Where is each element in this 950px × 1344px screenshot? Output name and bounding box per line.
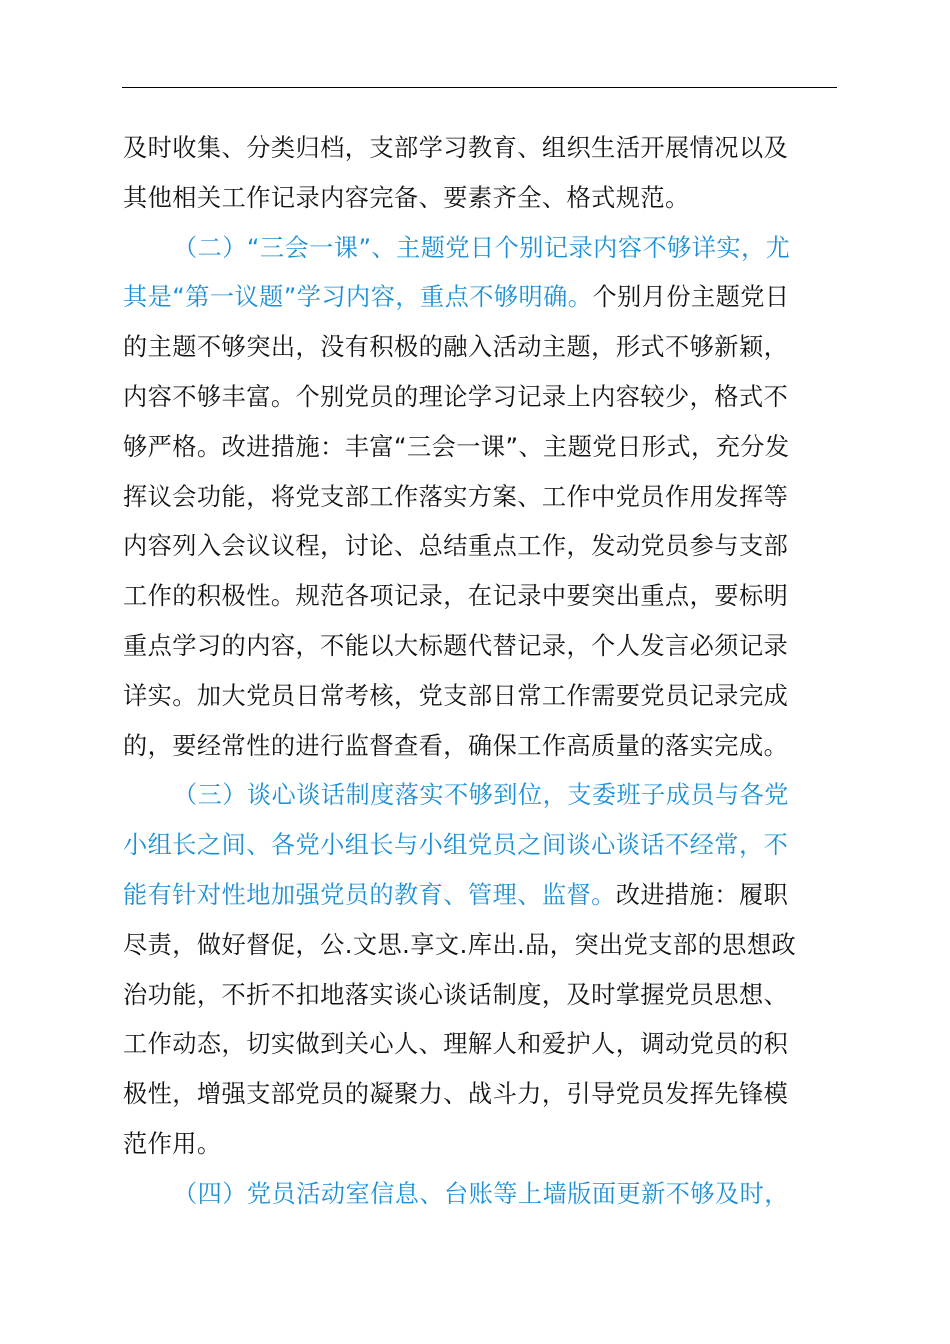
text-line xyxy=(123,871,839,921)
heading-text: 其是“第一议题”学习内容，重点不够明确。 xyxy=(123,283,593,312)
paragraph-text: 内容不够丰富。个别党员的理论学习记录上内容较少，格式不 xyxy=(123,382,789,411)
paragraph-text: 的主题不够突出，没有积极的融入活动主题，形式不够新颖， xyxy=(123,333,789,362)
text-line xyxy=(123,473,839,523)
paragraph-text: 其他相关工作记录内容完备、要素齐全、格式规范。 xyxy=(123,183,690,212)
text-line xyxy=(123,971,839,1021)
paragraph-text: 改进措施：履职 xyxy=(615,880,789,909)
paragraph-text: 极性，增强支部党员的凝聚力、战斗力，引导党员发挥先锋模 xyxy=(123,1080,789,1109)
paragraph-text: 工作动态，切实做到关心人、理解人和爱护人，调动党员的积 xyxy=(123,1030,789,1059)
paragraph-text: 尽责，做好督促，公.文思.享文.库出.品，突出党支部的思想政 xyxy=(123,930,797,959)
paragraph-text: 内容列入会议议程，讨论、总结重点工作，发动党员参与支部 xyxy=(123,532,789,561)
heading-text: （二）“三会一课”、主题党日个别记录内容不够详实，尤 xyxy=(173,233,791,262)
paragraph-text: 的，要经常性的进行监督查看，确保工作高质量的落实完成。 xyxy=(123,731,789,760)
text-line xyxy=(123,174,839,224)
text-line xyxy=(123,522,839,572)
text-line xyxy=(123,1070,839,1120)
paragraph-text: 及时收集、分类归档，支部学习教育、组织生活开展情况以及 xyxy=(123,134,789,162)
paragraph-text: 够严格。改进措施：丰富“三会一课”、主题党日形式，充分发 xyxy=(123,432,790,461)
text-line xyxy=(123,1020,839,1070)
paragraph-text: 范作用。 xyxy=(123,1129,222,1158)
text-line xyxy=(123,572,839,622)
text-line xyxy=(123,672,839,722)
paragraph-text: 个别月份主题党日 xyxy=(592,283,790,312)
text-line xyxy=(123,124,839,174)
text-line xyxy=(123,273,839,323)
header-rule xyxy=(122,87,837,88)
paragraph-text: 重点学习的内容，不能以大标题代替记录，个人发言必须记录 xyxy=(123,631,789,660)
text-line xyxy=(123,771,839,821)
text-line xyxy=(123,821,839,871)
text-line xyxy=(123,373,839,423)
text-line xyxy=(123,224,839,274)
heading-text: （四）党员活动室信息、台账等上墙版面更新不够及时， xyxy=(173,1179,789,1208)
text-line xyxy=(123,622,839,672)
text-line xyxy=(123,423,839,473)
paragraph-text: 挥议会功能，将党支部工作落实方案、工作中党员作用发挥等 xyxy=(123,482,789,511)
paragraph-text: 治功能，不折不扣地落实谈心谈话制度，及时掌握党员思想、 xyxy=(123,980,789,1009)
text-line xyxy=(123,1170,839,1220)
paragraph-text: 工作的积极性。规范各项记录，在记录中要突出重点，要标明 xyxy=(123,582,789,611)
text-line xyxy=(123,323,839,373)
text-line xyxy=(123,722,839,772)
heading-text: （三）谈心谈话制度落实不够到位，支委班子成员与各党 xyxy=(173,781,789,810)
body-text xyxy=(123,124,839,1220)
text-line xyxy=(123,1120,839,1170)
heading-text: 能有针对性地加强党员的教育、管理、监督。 xyxy=(123,880,616,909)
heading-text: 小组长之间、各党小组长与小组党员之间谈心谈话不经常，不 xyxy=(123,831,789,860)
text-line xyxy=(123,921,839,971)
paragraph-text: 详实。加大党员日常考核，党支部日常工作需要党员记录完成 xyxy=(123,681,789,710)
